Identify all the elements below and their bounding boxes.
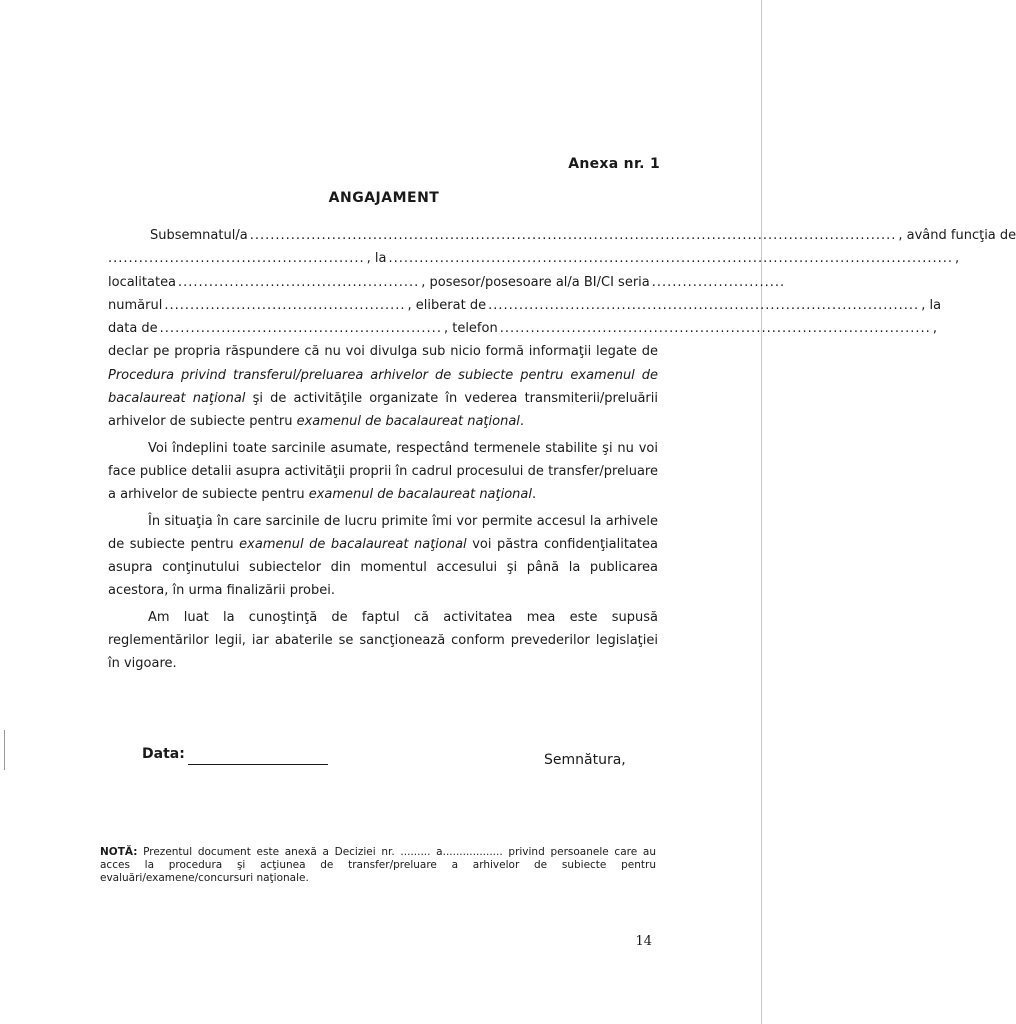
function-label: , având funcţia de [898, 228, 1016, 243]
name-field[interactable]: .............................................................................................................................. [249, 228, 897, 243]
p3-text-a: În situaţia în care sarcinile de lucru primite îmi vor permite accesul la arhivele de subiecte pentru [108, 513, 658, 552]
issued-by-label: , eliberat de [407, 297, 487, 313]
id-series-field[interactable]: .......................... [651, 274, 786, 290]
form-line-locality [108, 271, 786, 294]
on-label: , la [921, 297, 942, 313]
p2-italic-a: examenul de bacalaureat naţional [308, 487, 533, 503]
p1-text-b: şi de activităţile organizate în vederea transmiterii/preluării arhivelor de subiecte pentru [108, 391, 658, 430]
date-of-label: data de [108, 321, 158, 337]
number-field[interactable]: ............................................... [164, 297, 406, 313]
issue-date-field[interactable]: ....................................................... [159, 321, 442, 337]
form-line-date [108, 317, 937, 340]
date-label: Data: [142, 746, 185, 762]
p1-italic-a: Procedura privind transferul/preluarea arhivelor de subiecte pentru examenul de bacalaureat naţional [108, 367, 658, 407]
phone-field[interactable]: .................................................................................... [499, 321, 931, 337]
note-label: NOTĂ: [100, 846, 138, 858]
form-line-name [108, 224, 1016, 247]
id-series-label: , posesor/posesoare al/a BI/CI seria [421, 274, 650, 290]
p3-italic-a: examenul de bacalaureat naţional [239, 536, 467, 552]
paragraph-duties [108, 437, 658, 507]
name-label: Subsemnatul/a [150, 228, 248, 243]
locality-label: localitatea [108, 274, 177, 290]
paragraph-confidentiality [108, 510, 658, 603]
annex-label: Anexa nr. 1 [568, 156, 660, 172]
footnote [100, 846, 656, 885]
locality-field[interactable]: ............................................... [178, 274, 420, 290]
p2-text-b: . [532, 487, 537, 503]
page-edge-line [761, 0, 762, 1024]
p2-text-a: Voi îndeplini toate sarcinile asumate, respectând termenele stabilite şi nu voi face publice detalii asupra activităţii proprii în cadrul procesului de transfer/preluare a arhivelor de subiecte pentru [108, 440, 658, 503]
paragraph-acknowledgement: Am luat la cunoştinţă de faptul că activitatea mea este supusă reglementărilor legii, iar abaterile se sancţionează conform prevederilor legislaţiei în vigoare. [108, 609, 658, 672]
signature-label: Semnătura, [544, 752, 626, 768]
institution-field[interactable]: .............................................................................................................. [388, 251, 954, 267]
line5-end: , [932, 321, 937, 337]
p1-italic-b: examenul de bacalaureat naţional [296, 414, 520, 430]
scan-margin-mark [4, 730, 5, 770]
p1-text-c: . [519, 414, 525, 430]
date-field-line[interactable] [188, 764, 328, 765]
document-body [108, 224, 1016, 676]
form-line-function [108, 247, 960, 270]
number-label: numărul [108, 297, 163, 313]
function-field[interactable]: .................................................. [108, 251, 365, 267]
form-line-number [108, 294, 942, 317]
p1-text-a: declar pe propria răspundere că nu voi divulga sub nicio formă informaţii legate de [108, 344, 658, 360]
note-text: Prezentul document este anexă a Deciziei nr. ......... a.................. privind persoanele care au acces la procedura şi acţiunea de transfer/preluare a arhivelor de subiecte pentru evaluări/examene/concursuri naţionale. [100, 846, 656, 884]
line2-end: , [955, 251, 960, 267]
at-label: , la [366, 251, 387, 267]
phone-label: , telefon [443, 321, 498, 337]
page-number: 14 [635, 934, 652, 949]
paragraph-declaration [108, 340, 658, 433]
document-title: ANGAJAMENT [328, 190, 440, 206]
p3-text-b: voi păstra confidenţialitatea asupra conţinutului subiectelor din momentul accesului şi până la publicarea acestora, în urma finalizării probei. [108, 536, 658, 599]
issued-by-field[interactable]: .................................................................................... [488, 297, 920, 313]
